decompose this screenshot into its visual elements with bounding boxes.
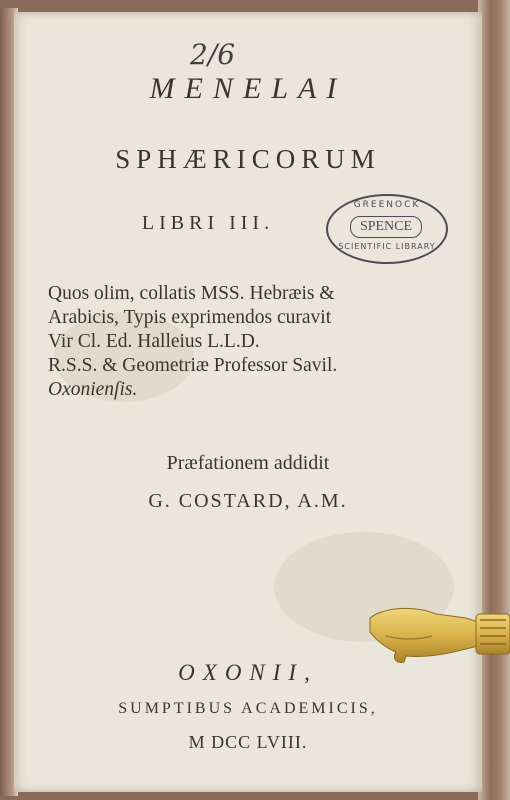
stamp-bottom-text: SCIENTIFIC LIBRARY [338,242,436,251]
imprint-place: OXONII, [178,660,318,685]
title-line-1: MENELAI [149,72,347,105]
title-line-2: SPHÆRICORUM [115,144,381,174]
description-line: Oxonienſis. [48,379,138,400]
description-line: R.S.S. & Geometriæ Professor Savil. [48,355,338,376]
description-line: Vir Cl. Ed. Halleius L.L.D. [48,331,260,352]
stamp-top-text: GREENOCK [353,200,421,210]
title-page [14,12,482,792]
description-paragraph [48,282,448,402]
stamp-middle-text: SPENCE [350,216,422,238]
title-line-3: LIBRI III. [141,212,275,234]
library-stamp [326,194,448,264]
right-board [478,0,510,800]
description-line: Quos olim, collatis MSS. Hebræis & [48,283,335,304]
handwritten-mark: 2/6 [190,38,236,71]
gold-hand-pointer-icon [366,596,510,668]
imprint-year: M DCC LVIII. [188,732,308,752]
author-line: G. COSTARD, A.M. [148,490,348,512]
imprint-publisher: SUMPTIBUS ACADEMICIS, [118,700,378,717]
description-line: Arabicis, Typis exprimendos curavit [48,307,332,328]
preface-line: Præfationem addidit [166,452,330,474]
